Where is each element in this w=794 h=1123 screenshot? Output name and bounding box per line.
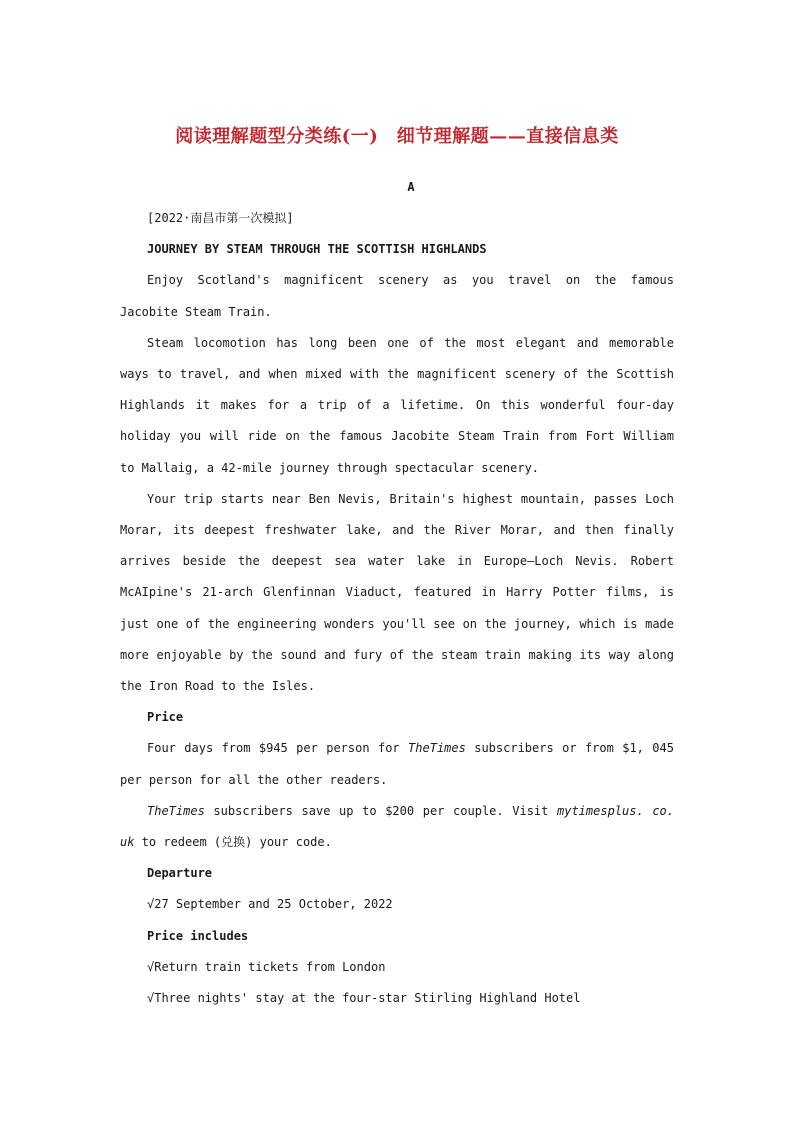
paragraph-2: Steam locomotion has long been one of the most elegant and memorable ways to travel, and when mixed with the magnificent scenery of the Scottish Highlands it makes for a trip of a lifetime. On this wonderful four-day holiday you will ride on the famous Jacobite Steam Train from Fort William to Mallaig, a 42-mile journey through spectacular scenery. (120, 335, 674, 475)
paragraph-3: Your trip starts near Ben Nevis, Britain's highest mountain, passes Loch Morar, its deepest freshwater lake, and the River Morar, and then finally arrives beside the deepest sea water lake in Europe—Loch Nevis. Robert McAIpine's 21-arch Glenfinnan Viaduct, featured in Harry Potter films, is just one of the engineering wonders you'll see on the journey, which is made more enjoyable by the sound and fury of the steam train making its way along the Iron Road to the Isles. (120, 491, 674, 694)
price-times: TheTimes (408, 741, 466, 756)
departure-heading: Departure (147, 866, 213, 881)
departure-value: √27 September and 25 October, 2022 (147, 897, 393, 912)
save-text-b: to redeem (兑换) your code. (134, 835, 332, 850)
save-text-a: subscribers save up to $200 per couple. Visit (204, 803, 557, 818)
save-site: mytimesplus. co. uk (120, 803, 674, 850)
section-letter: A (407, 180, 415, 194)
save-paragraph (120, 796, 674, 858)
price-paragraph (120, 733, 674, 795)
includes-heading: Price includes (147, 928, 249, 943)
paragraph-1: Enjoy Scotland's magnificent scenery as you travel on the famous Jacobite Steam Train. (120, 273, 674, 319)
article-body (120, 203, 674, 1014)
page-title: 阅读理解题型分类练(一) 细节理解题——直接信息类 (175, 126, 619, 147)
includes-item: √Return train tickets from London (147, 959, 386, 974)
save-times: TheTimes (147, 803, 205, 818)
price-text-b: subscribers or from $1, 045 per person for all the other readers. (120, 741, 674, 787)
price-text-a: Four days from $945 per person for (147, 741, 409, 756)
price-heading: Price (147, 710, 184, 725)
source-line: [2022·南昌市第一次模拟] (147, 211, 294, 225)
includes-item: √Three nights' stay at the four-star Stirling Highland Hotel (147, 991, 581, 1006)
article-heading: JOURNEY BY STEAM THROUGH THE SCOTTISH HIGHLANDS (147, 242, 487, 257)
